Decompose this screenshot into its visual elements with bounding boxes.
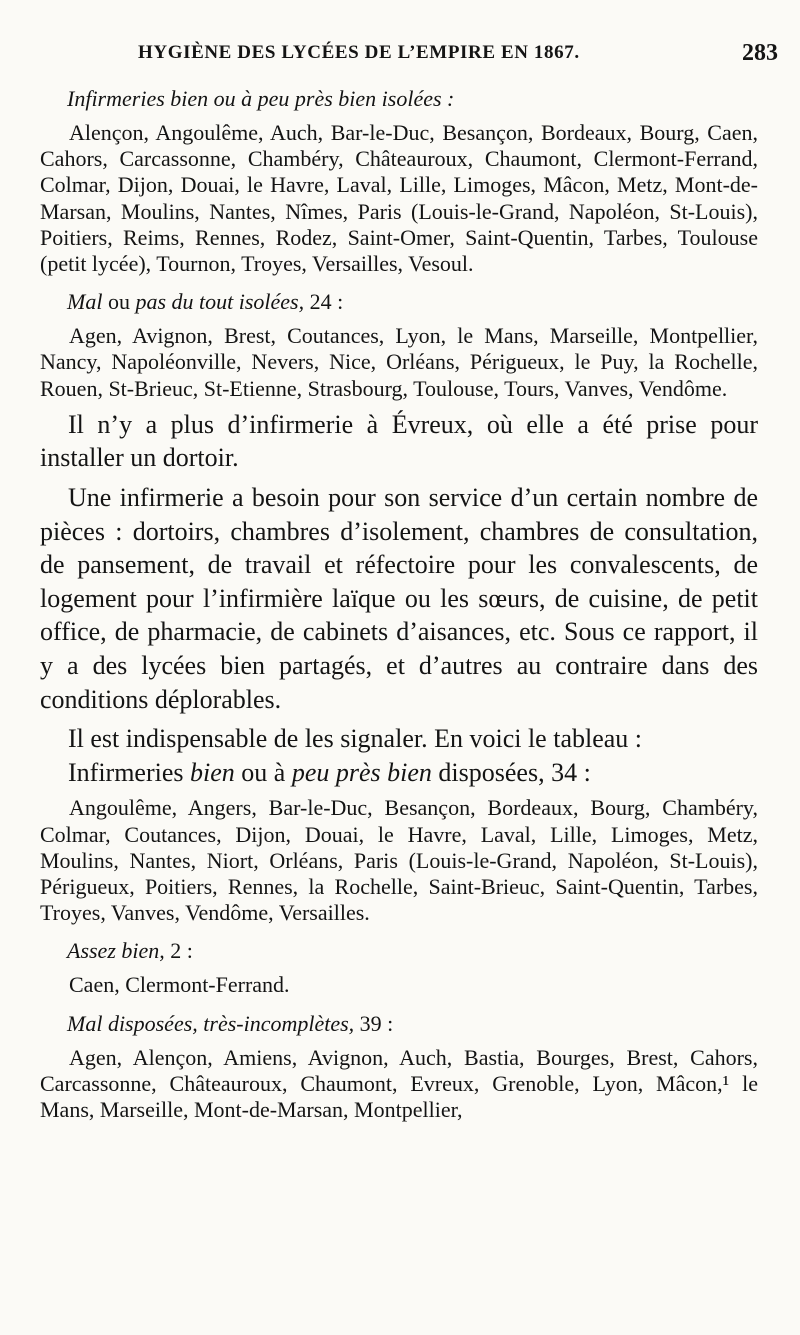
page-header <box>0 38 800 78</box>
heading-count: disposées, 34 : <box>431 757 591 787</box>
page-body <box>40 80 758 1123</box>
bad-disposed-heading <box>40 1009 758 1039</box>
heading-italic: pas du tout isolées, <box>135 289 310 315</box>
heading-roman: Infirmeries <box>68 757 191 787</box>
heading-roman: ou <box>102 289 136 315</box>
heading-roman: ou à <box>234 757 292 787</box>
disposed-good-heading <box>40 756 758 790</box>
rooms-paragraph: Une infirmerie a besoin pour son service d’un certain nombre de pièces : dortoirs, chambres d’isolement, chambres de consultation, de pansement, de travail et réfectoire pour les convalescents, de logement pour l’infirmière laïque ou les sœurs, de cuisine, de petit office, de pharmacie, de cabinets d’aisances, etc. Sous ce rapport, il y a des lycées bien partagés, et d’autres au contraire dans des conditions déplorables. <box>40 483 758 714</box>
disposed-good-list: Angoulême, Angers, Bar-le-Duc, Besançon, Bordeaux, Bourg, Chambéry, Colmar, Coutances, Dijon, Douai, le Havre, Laval, Lille, Limoges, Metz, Moulins, Nantes, Niort, Orléans, Paris (Louis-le-Grand, Napoléon, St-Louis), Périgueux, Poitiers, Rennes, la Rochelle, Saint-Brieuc, Saint-Quentin, Tarbes, Troyes, Vanves, Vendôme, Versailles. <box>40 795 758 926</box>
isolated-good-list: Alençon, Angoulême, Auch, Bar-le-Duc, Besançon, Bordeaux, Bourg, Caen, Cahors, Carcassonne, Chambéry, Châteauroux, Chaumont, Clermont-Ferrand, Colmar, Dijon, Douai, le Havre, Laval, Lille, Limoges, Mâcon, Metz, Mont-de-Marsan, Moulins, Nantes, Nîmes, Paris (Louis-le-Grand, Napoléon, St-Louis), Poitiers, Reims, Rennes, Rodez, Saint-Omer, Saint-Quentin, Tarbes, Toulouse (petit lycée), Tournon, Troyes, Versailles, Vesoul. <box>40 120 758 277</box>
assez-bien-list: Caen, Clermont-Ferrand. <box>69 972 290 998</box>
heading-count: 24 : <box>309 289 344 315</box>
isolated-good-heading: Infirmeries bien ou à peu près bien isolées : <box>67 86 455 111</box>
heading-italic: Mal <box>67 289 103 315</box>
running-title: HYGIÈNE DES LYCÉES DE L’EMPIRE EN 1867. <box>138 42 580 63</box>
indispensable-paragraph: Il est indispensable de les signaler. En voici le tableau : <box>68 724 643 754</box>
isolated-bad-heading <box>40 287 758 317</box>
isolated-bad-list: Agen, Avignon, Brest, Coutances, Lyon, le Mans, Marseille, Montpellier, Nancy, Napoléonville, Nevers, Nice, Orléans, Périgueux, le Puy, la Rochelle, Rouen, St-Brieuc, St-Etienne, Strasbourg, Toulouse, Tours, Vanves, Vendôme. <box>40 323 758 401</box>
heading-italic: Mal disposées, très-incomplètes, <box>67 1010 360 1036</box>
heading-italic: Assez bien, <box>67 938 171 964</box>
page-number: 283 <box>742 40 778 66</box>
assez-bien-heading <box>40 936 758 966</box>
heading-italic: bien <box>190 757 235 787</box>
evreux-paragraph: Il n’y a plus d’infirmerie à Évreux, où elle a été prise pour installer un dortoir. <box>40 409 758 473</box>
heading-italic: peu près bien <box>291 757 432 787</box>
heading-count: 39 : <box>359 1010 394 1036</box>
heading-count: 2 : <box>170 938 193 964</box>
bad-disposed-list: Agen, Alençon, Amiens, Avignon, Auch, Bastia, Bourges, Brest, Cahors, Carcassonne, Châteauroux, Chaumont, Evreux, Grenoble, Lyon, Mâcon,¹ le Mans, Marseille, Mont-de-Marsan, Montpellier, <box>40 1044 758 1122</box>
